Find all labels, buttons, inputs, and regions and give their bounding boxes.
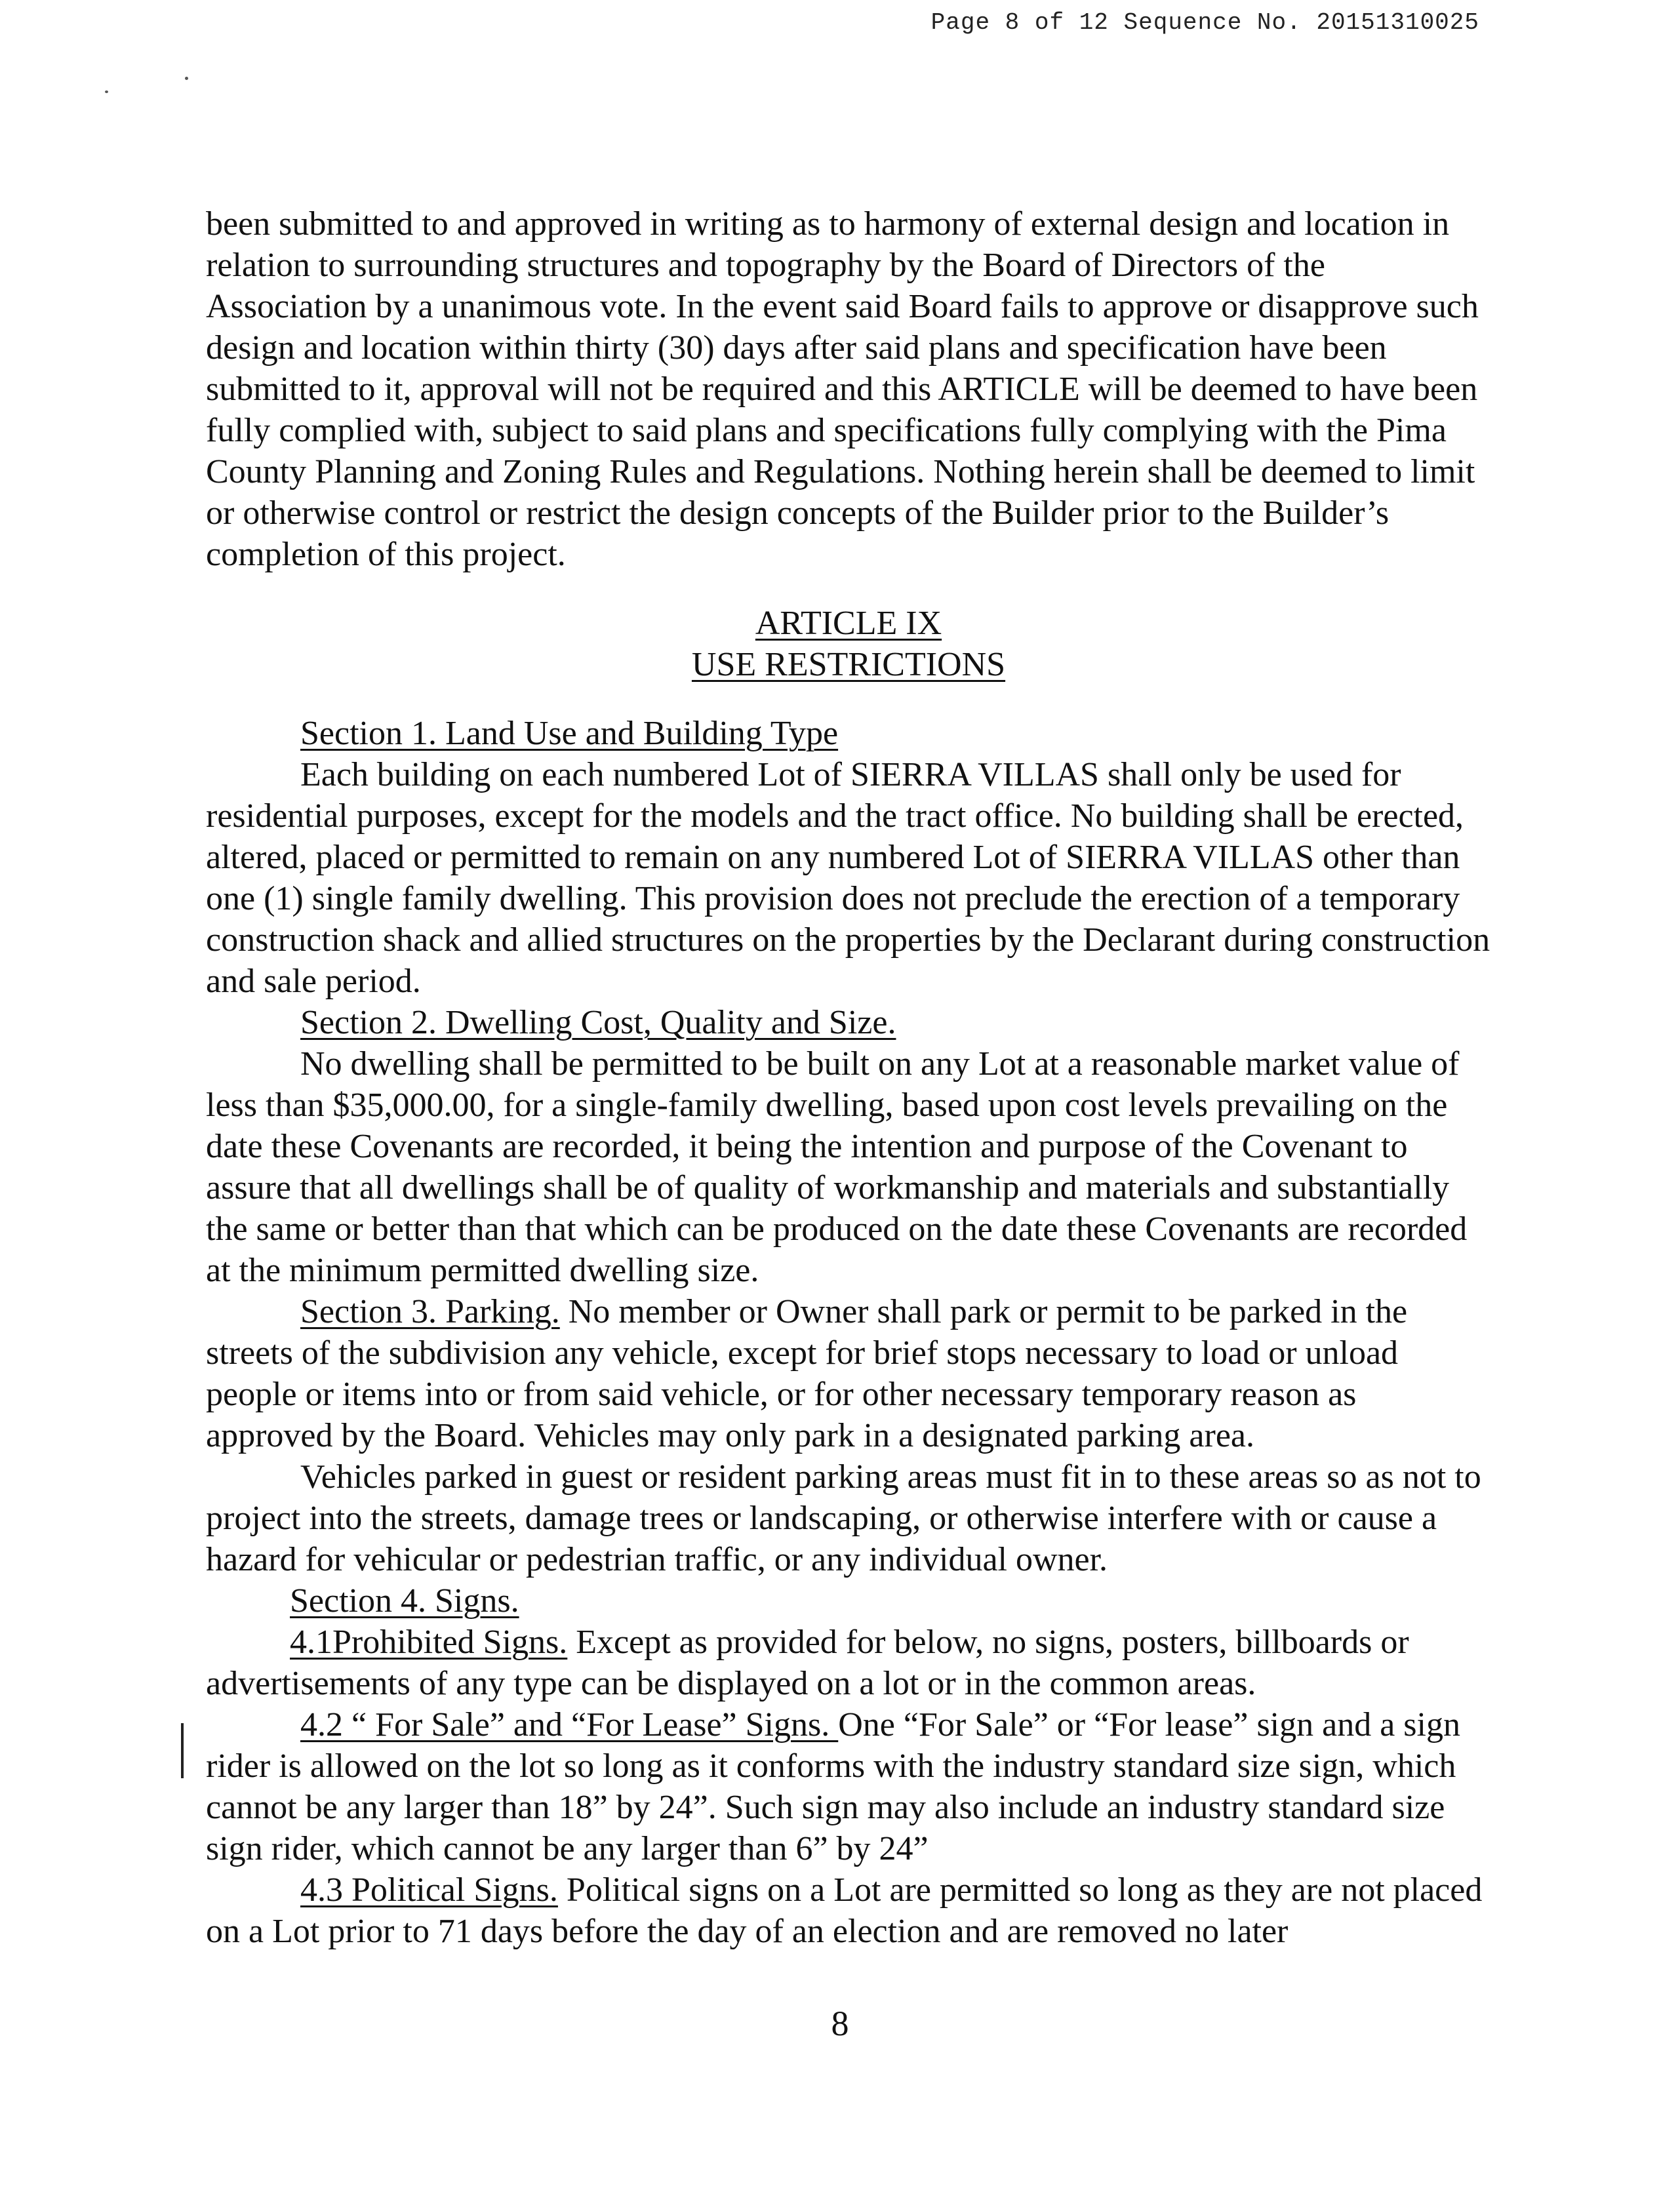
section-1-heading-text: Section 1. Land Use and Building Type xyxy=(300,715,839,752)
article-title: USE RESTRICTIONS xyxy=(691,646,1006,683)
section-1-heading xyxy=(206,713,1491,754)
section-2-heading xyxy=(206,1002,1491,1043)
section-4-1-paragraph xyxy=(206,1622,1491,1704)
revision-change-bar xyxy=(181,1723,184,1778)
section-4-1-text: Except as provided for below, no signs, posters, billboards or advertisements of any type can be displayed on a lot or in the common areas. xyxy=(206,1623,1409,1702)
article-number: ARTICLE IX xyxy=(755,605,942,642)
section-4-3-text: Political signs on a Lot are permitted so long as they are not placed on a Lot prior to 71 days before the day of an election and are removed no later xyxy=(206,1871,1483,1950)
scan-speck xyxy=(105,90,108,93)
article-heading xyxy=(206,603,1491,685)
section-3-heading: Section 3. Parking. xyxy=(300,1293,560,1330)
section-3-paragraph xyxy=(206,1291,1491,1456)
section-4-2-text: One “For Sale” or “For lease” sign and a sign rider is allowed on the lot so long as it conforms with the industry standard size sign, which cannot be any larger than 18” by 24”. Such sign may also include an industry standard size sign rider, which cannot be any larger than 6” by 24” xyxy=(206,1706,1460,1867)
scan-speck xyxy=(185,77,188,80)
section-4-2-paragraph xyxy=(206,1704,1491,1869)
section-4-3-paragraph xyxy=(206,1869,1491,1952)
document-body xyxy=(206,203,1491,1952)
section-3-text: No member or Owner shall park or permit to be parked in the streets of the subdivision any vehicle, except for brief stops necessary to load or unload people or items into or from said vehicle, or for other necessary temporary reason as approved by the Board. Vehicles may only park in a designated parking area. xyxy=(206,1293,1408,1454)
section-2-heading-text: Section 2. Dwelling Cost, Quality and Size. xyxy=(300,1004,896,1041)
section-3-paragraph-2: Vehicles parked in guest or resident parking areas must fit in to these areas so as not to project into the streets, damage trees or landscaping, or otherwise interfere with or cause a hazard for vehicular or pedestrian traffic, or any individual owner. xyxy=(206,1458,1481,1578)
page-sequence-header: Page 8 of 12 Sequence No. 20151310025 xyxy=(930,9,1479,36)
section-1-paragraph: Each building on each numbered Lot of SIERRA VILLAS shall only be used for residential purposes, except for the models and the tract office. No building shall be erected, altered, placed or permitted to remain on any numbered Lot of SIERRA VILLAS other than one (1) single family dwelling. This provision does not preclude the erection of a temporary construction shack and allied structures on the properties by the Declarant during construction and sale period. xyxy=(206,756,1490,1000)
section-4-heading xyxy=(206,1580,1491,1622)
section-4-1-heading: 4.1Prohibited Signs. xyxy=(290,1623,568,1661)
section-2-paragraph: No dwelling shall be permitted to be built on any Lot at a reasonable market value of less than $35,000.00, for a single-family dwelling, based upon cost levels prevailing on the date these Covenants are recorded, it being the intention and purpose of the Covenant to assure that all dwellings shall be of quality of workmanship and materials and substantially the same or better than that which can be produced on the date these Covenants are recorded at the minimum permitted dwelling size. xyxy=(206,1045,1468,1289)
page-number: 8 xyxy=(831,2004,849,2043)
section-4-heading-text: Section 4. Signs. xyxy=(290,1582,519,1620)
section-4-2-heading: 4.2 “ For Sale” and “For Lease” Signs. xyxy=(300,1706,839,1743)
intro-paragraph: been submitted to and approved in writing as to harmony of external design and location in relation to surrounding structures and topography by the Board of Directors of the Association by a unanimous vote. In the event said Board fails to approve or disapprove such design and location within thirty (30) days after said plans and specification have been submitted to it, approval will not be required and this ARTICLE will be deemed to have been fully complied with, subject to said plans and specifications fully complying with the Pima County Planning and Zoning Rules and Regulations. Nothing herein shall be deemed to limit or otherwise control or restrict the design concepts of the Builder prior to the Builder’s completion of this project. xyxy=(206,205,1479,573)
section-4-3-heading: 4.3 Political Signs. xyxy=(300,1871,558,1909)
